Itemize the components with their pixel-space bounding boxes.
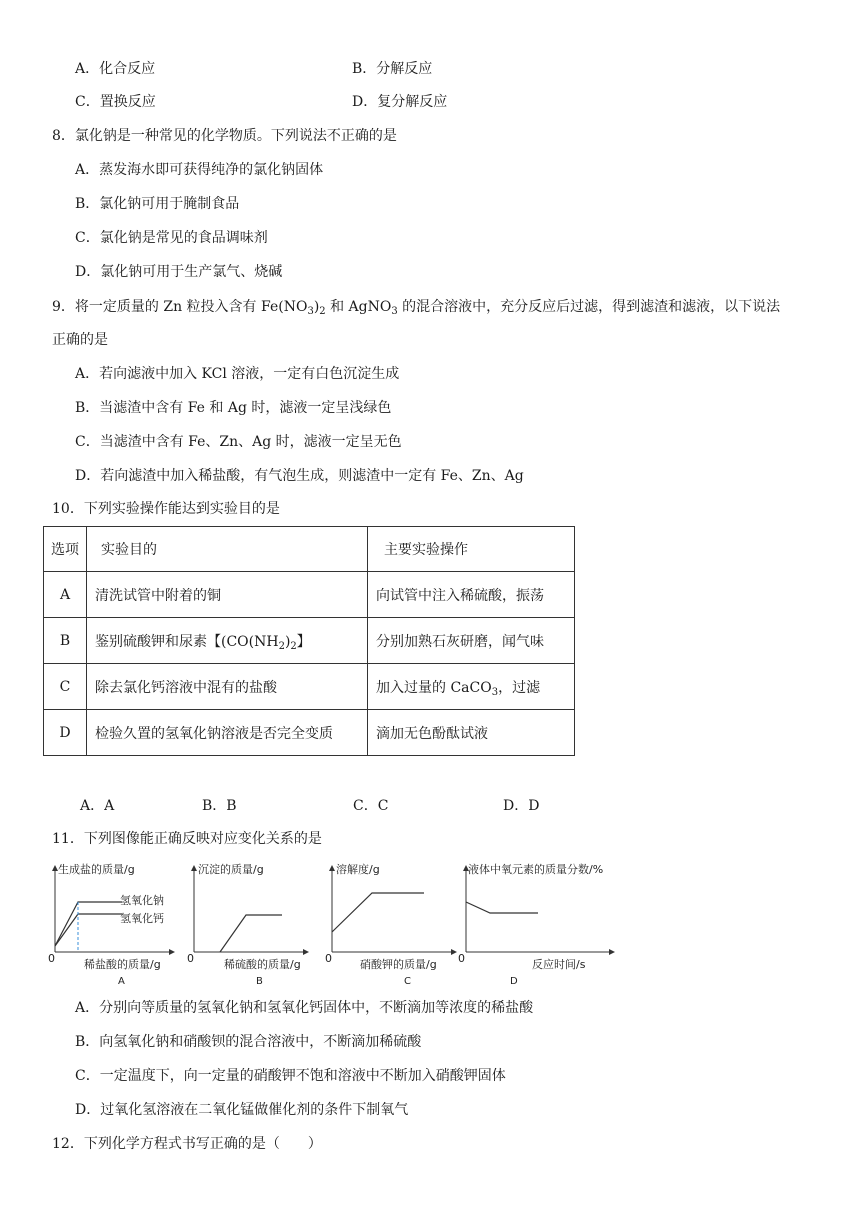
graph-d-x-label: 反应时间/s [532,958,586,971]
graph-a-line-caoh2 [55,914,122,946]
graph-b [180,856,310,988]
header-option: 选项 [44,527,87,572]
row-operation: 加入过量的 CaCO$_3$，过滤 [368,664,575,710]
graph-d-caption: D [510,976,518,987]
graph-d-line [466,902,538,913]
q7-option-c: C．置换反应 [75,94,156,110]
q8-option-c: C．氯化钠是常见的食品调味剂 [75,230,268,246]
graph-a-x-label: 稀盐酸的质量/g [84,958,161,971]
row-purpose: 除去氯化钙溶液中混有的盐酸 [87,664,368,710]
graph-c-line [332,893,424,932]
q10-option-d: D．D [503,798,540,814]
row-operation: 向试管中注入稀硫酸，振荡 [368,572,575,618]
graph-b-y-label: 沉淀的质量/g [198,863,264,876]
experiment-table [43,526,575,756]
q9-stem-continued: 正确的是 [52,332,108,348]
q11-graphs [40,856,640,988]
q11-option-d: D．过氧化氢溶液在二氧化锰做催化剂的条件下制氧气 [75,1102,409,1118]
graph-c-y-label: 溶解度/g [336,863,380,876]
table-row [44,664,575,710]
table-row [44,618,575,664]
graph-a [40,856,180,988]
table-row [44,572,575,618]
q11-stem: 11．下列图像能正确反映对应变化关系的是 [52,831,322,847]
graph-b-caption: B [256,976,263,987]
graph-a-caption: A [118,976,125,987]
graph-b-x-label: 稀硫酸的质量/g [224,958,301,971]
q8-stem: 8．氯化钠是一种常见的化学物质。下列说法不正确的是 [52,128,397,144]
row-option: D [44,710,87,756]
table-header-row [44,527,575,572]
graph-a-legend-caoh2: 氢氧化钙 [120,912,164,925]
q10-stem: 10．下列实验操作能达到实验目的是 [52,501,280,517]
graph-d [458,856,622,988]
row-option: C [44,664,87,710]
q9-option-b: B．当滤渣中含有 Fe 和 Ag 时，滤液一定呈浅绿色 [75,400,392,416]
graph-d-y-label: 液体中氧元素的质量分数/% [468,863,604,876]
graph-c-x-label: 硝酸钾的质量/g [360,958,437,971]
q9-option-a: A．若向滤液中加入 KCl 溶液，一定有白色沉淀生成 [75,366,400,382]
graph-c-caption: C [404,976,411,987]
graph-b-origin: 0 [187,952,194,965]
graph-d-origin: 0 [458,952,465,965]
graph-a-line-naoh [55,902,122,946]
q9-stem: 9．将一定质量的 Zn 粒投入含有 $Fe(NO_3)_2$ 和 AgNO$_3$ 的混合溶液中，充分反应后过滤，得到滤渣和滤液，以下说法 [52,299,781,317]
q11-option-c: C．一定温度下，向一定量的硝酸钾不饱和溶液中不断加入硝酸钾固体 [75,1068,506,1084]
q7-option-a: A．化合反应 [75,61,156,77]
row-option: A [44,572,87,618]
q8-option-d: D．氯化钠可用于生产氯气、烧碱 [75,264,283,280]
q8-option-b: B．氯化钠可用于腌制食品 [75,196,240,212]
q9-option-d: D．若向滤渣中加入稀盐酸，有气泡生成，则滤渣中一定有 Fe、Zn、Ag [75,468,524,484]
graph-c [320,856,460,988]
row-purpose: 清洗试管中附着的铜 [87,572,368,618]
graph-a-legend-naoh: 氢氧化钠 [120,894,164,907]
graph-b-line [220,915,282,952]
header-purpose: 实验目的 [87,527,368,572]
q7-option-b: B．分解反应 [352,61,433,77]
graph-a-origin: 0 [48,952,55,965]
row-option: B [44,618,87,664]
q9-option-c: C．当滤渣中含有 Fe、Zn、Ag 时，滤液一定呈无色 [75,434,402,450]
q10-option-b: B．B [202,798,237,814]
q7-option-d: D．复分解反应 [352,94,448,110]
graph-c-origin: 0 [325,952,332,965]
q11-option-b: B．向氢氧化钠和硝酸钡的混合溶液中，不断滴加稀硫酸 [75,1034,422,1050]
row-purpose: 鉴别硫酸钾和尿素【($CO(NH_2)_2$】 [87,618,368,664]
q8-option-a: A．蒸发海水即可获得纯净的氯化钠固体 [75,162,324,178]
q10-option-a: A．A [80,798,115,814]
q10-option-c: C．C [353,798,389,814]
header-operation: 主要实验操作 [368,527,575,572]
graph-a-y-label: 生成盐的质量/g [58,863,135,876]
row-purpose: 检验久置的氢氧化钠溶液是否完全变质 [87,710,368,756]
q11-option-a: A．分别向等质量的氢氧化钠和氢氧化钙固体中，不断滴加等浓度的稀盐酸 [75,1000,534,1016]
q12-stem: 12．下列化学方程式书写正确的是（ ） [52,1136,322,1152]
table-row [44,710,575,756]
row-operation: 分别加熟石灰研磨，闻气味 [368,618,575,664]
row-operation: 滴加无色酚酞试液 [368,710,575,756]
